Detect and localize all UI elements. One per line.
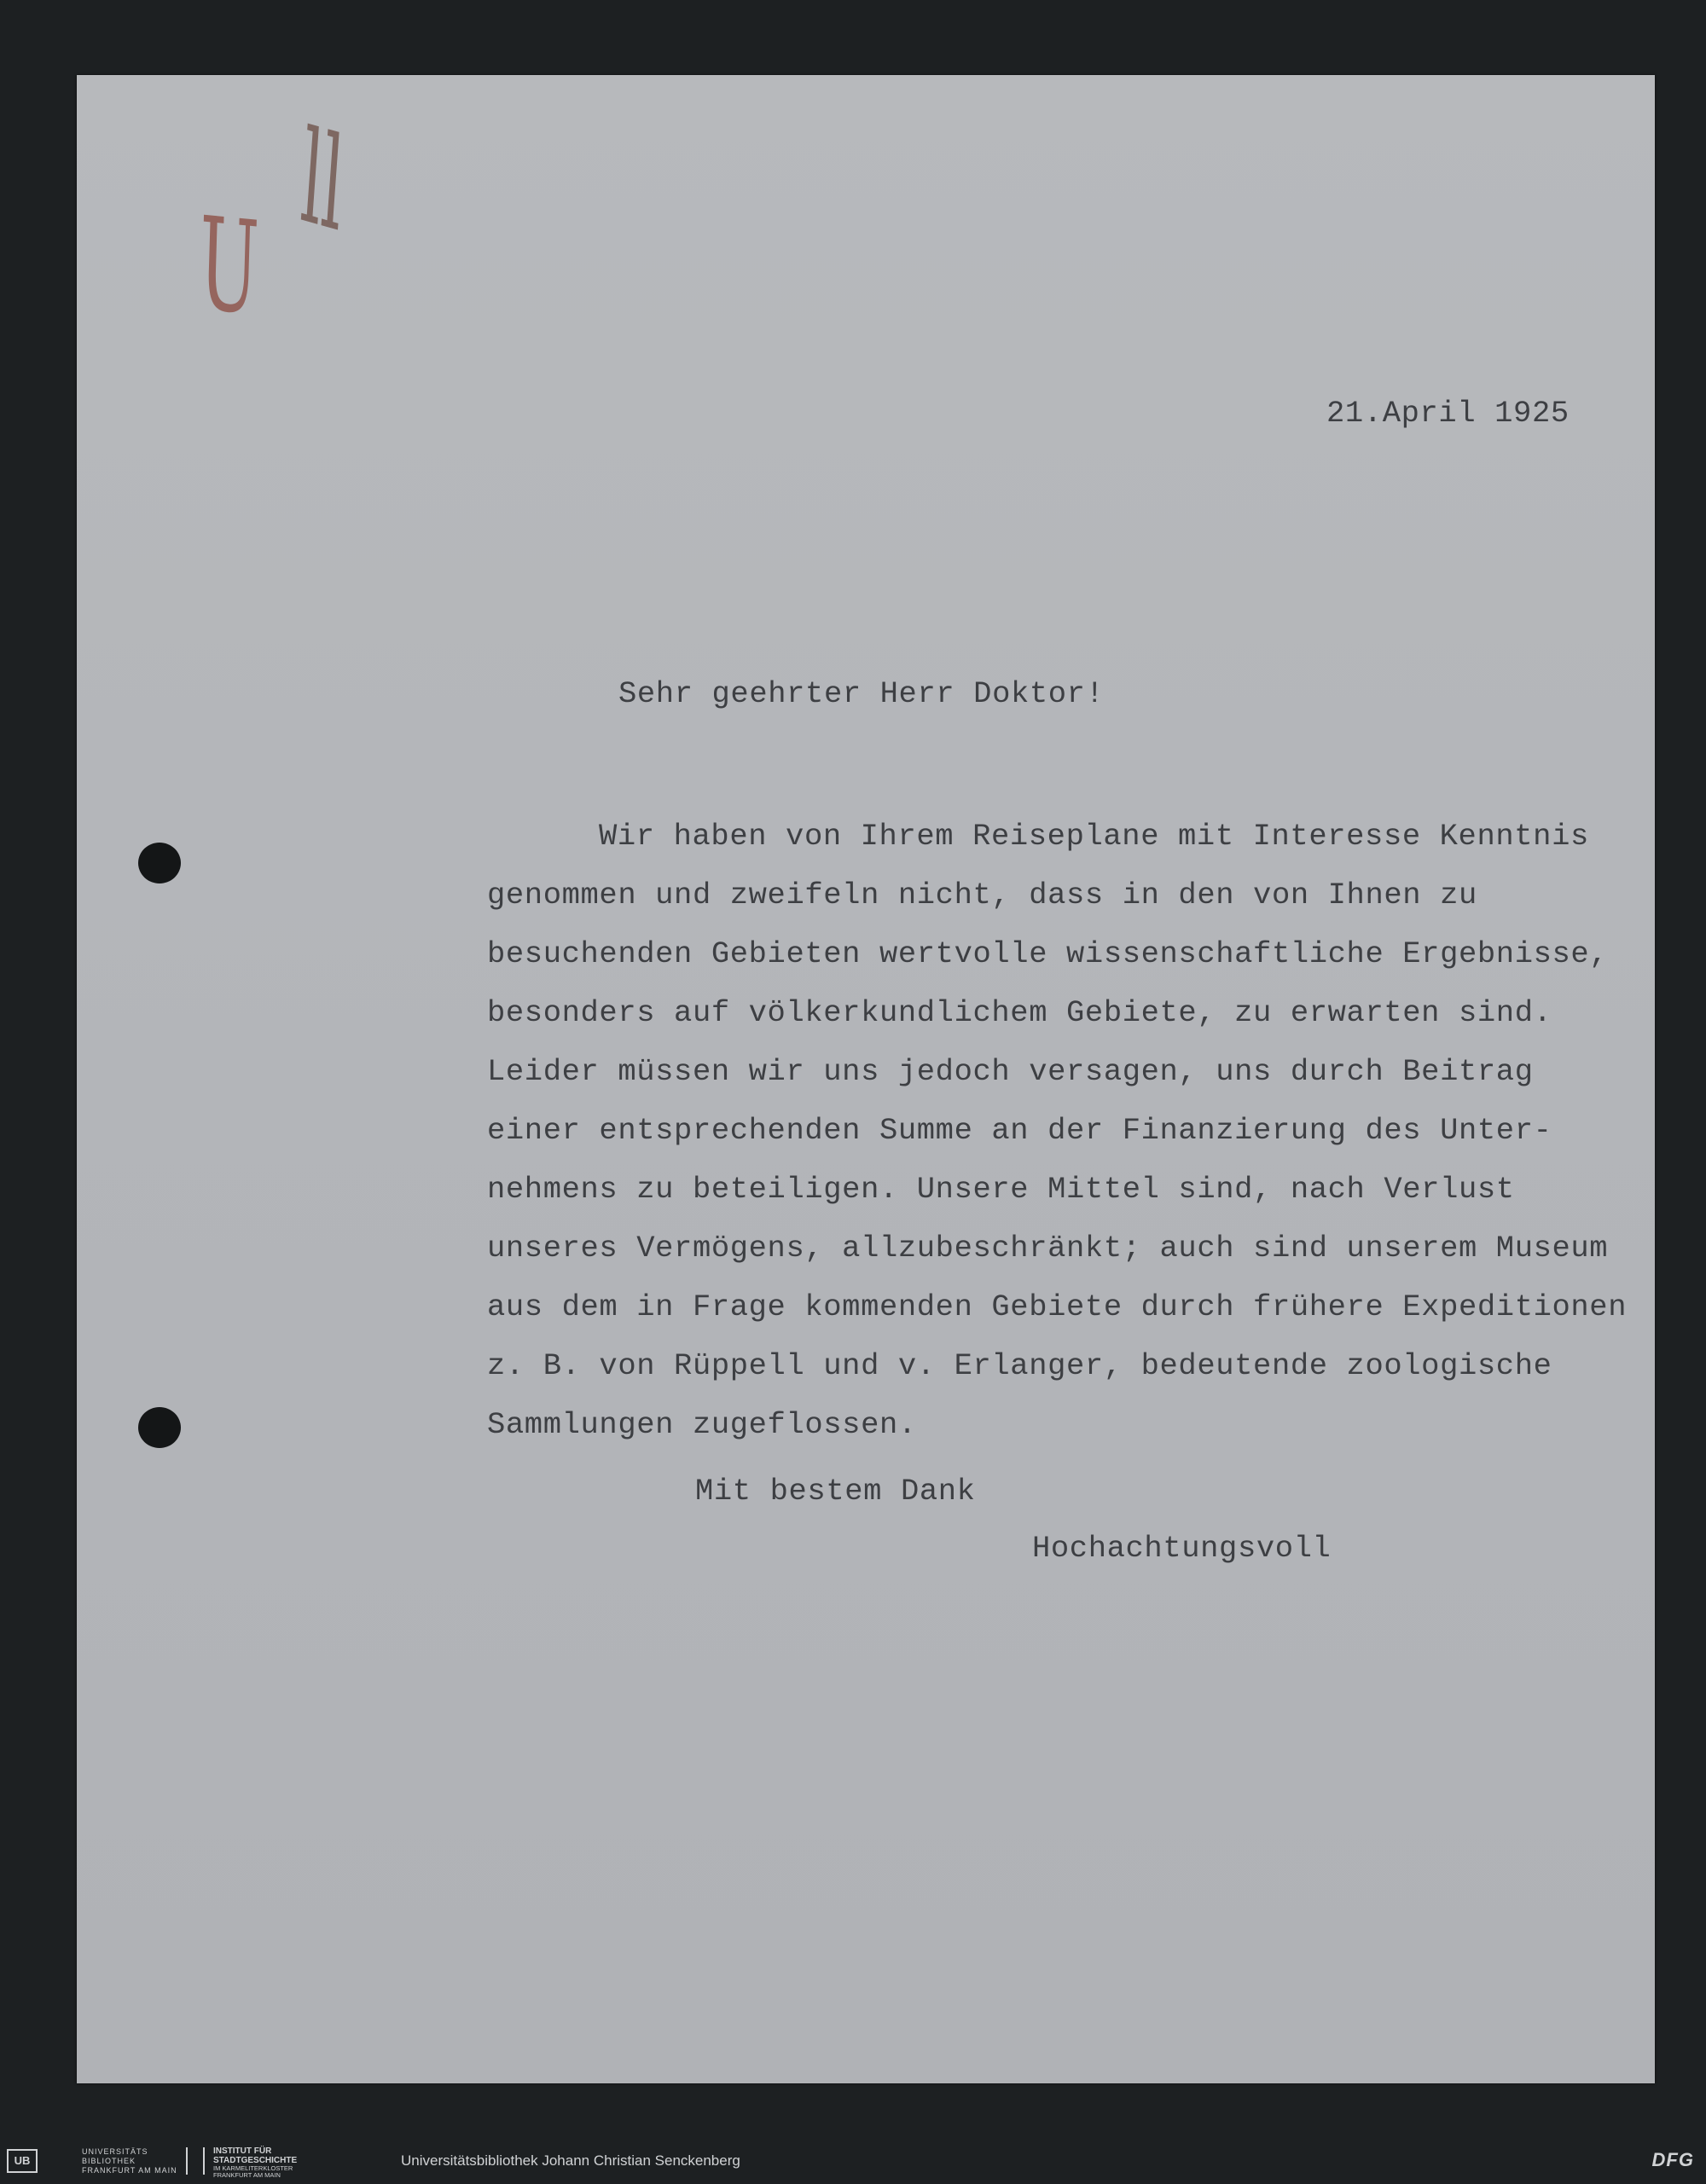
dfg-logo: DFG (1651, 2149, 1694, 2170)
punch-hole (138, 843, 181, 883)
ub-name-line: UNIVERSITÄTS (82, 2147, 148, 2156)
letter-body-line: z. B. von Rüppell und v. Erlanger, bedeutende zoologische (487, 1348, 1552, 1383)
letter-body-line: Sammlungen zugeflossen. (487, 1407, 917, 1442)
letter-date: 21.April 1925 (1326, 396, 1570, 431)
letter-body-line: Wir haben von Ihrem Reiseplane mit Interesse Kenntnis (599, 819, 1589, 854)
letter-body-line: aus dem in Frage kommenden Gebiete durch frühere Expeditionen (487, 1289, 1628, 1324)
letter-sign-off: Hochachtungsvoll (1032, 1531, 1332, 1566)
handwritten-pencil-mark: U (196, 189, 261, 345)
letter-salutation: Sehr geehrter Herr Doktor! (618, 676, 1105, 711)
isg-location-line: FRANKFURT AM MAIN (213, 2171, 281, 2179)
footer-caption: Universitätsbibliothek Johann Christian Senckenberg (401, 2152, 740, 2169)
letter-body-line: Leider müssen wir uns jedoch versagen, uns durch Beitrag (487, 1054, 1534, 1089)
ub-logo: UB (7, 2149, 38, 2173)
ub-name-line: FRANKFURT AM MAIN (82, 2166, 177, 2175)
isg-building-icon (186, 2147, 205, 2175)
letter-body-line: einer entsprechenden Summe an der Finanzierung des Unter- (487, 1113, 1552, 1148)
letter-body-line: genommen und zweifeln nicht, dass in den von Ihnen zu (487, 878, 1477, 912)
ub-name-line: BIBLIOTHEK (82, 2157, 136, 2165)
punch-hole (138, 1407, 181, 1448)
isg-location-line: IM KARMELITERKLOSTER (213, 2164, 293, 2172)
letter-body-line: unseres Vermögens, allzubeschränkt; auch sind unserem Museum (487, 1231, 1609, 1266)
handwritten-pencil-mark: ll (297, 102, 348, 261)
letter-body-line: nehmens zu beteiligen. Unsere Mittel sind, nach Verlust (487, 1172, 1515, 1207)
archive-footer (0, 2139, 1706, 2184)
ub-library-name (82, 2147, 177, 2175)
letter-closing: Mit bestem Dank (695, 1474, 976, 1509)
letter-body-line: besonders auf völkerkundlichem Gebiete, zu erwarten sind. (487, 995, 1552, 1030)
isg-location (213, 2165, 293, 2179)
isg-name-line: STADTGESCHICHTE (213, 2156, 298, 2165)
letter-sheet (77, 75, 1655, 2083)
isg-institute-name (213, 2146, 297, 2165)
isg-name-line: INSTITUT FÜR (213, 2146, 272, 2156)
letter-body-line: besuchenden Gebieten wertvolle wissenschaftliche Ergebnisse, (487, 936, 1609, 971)
